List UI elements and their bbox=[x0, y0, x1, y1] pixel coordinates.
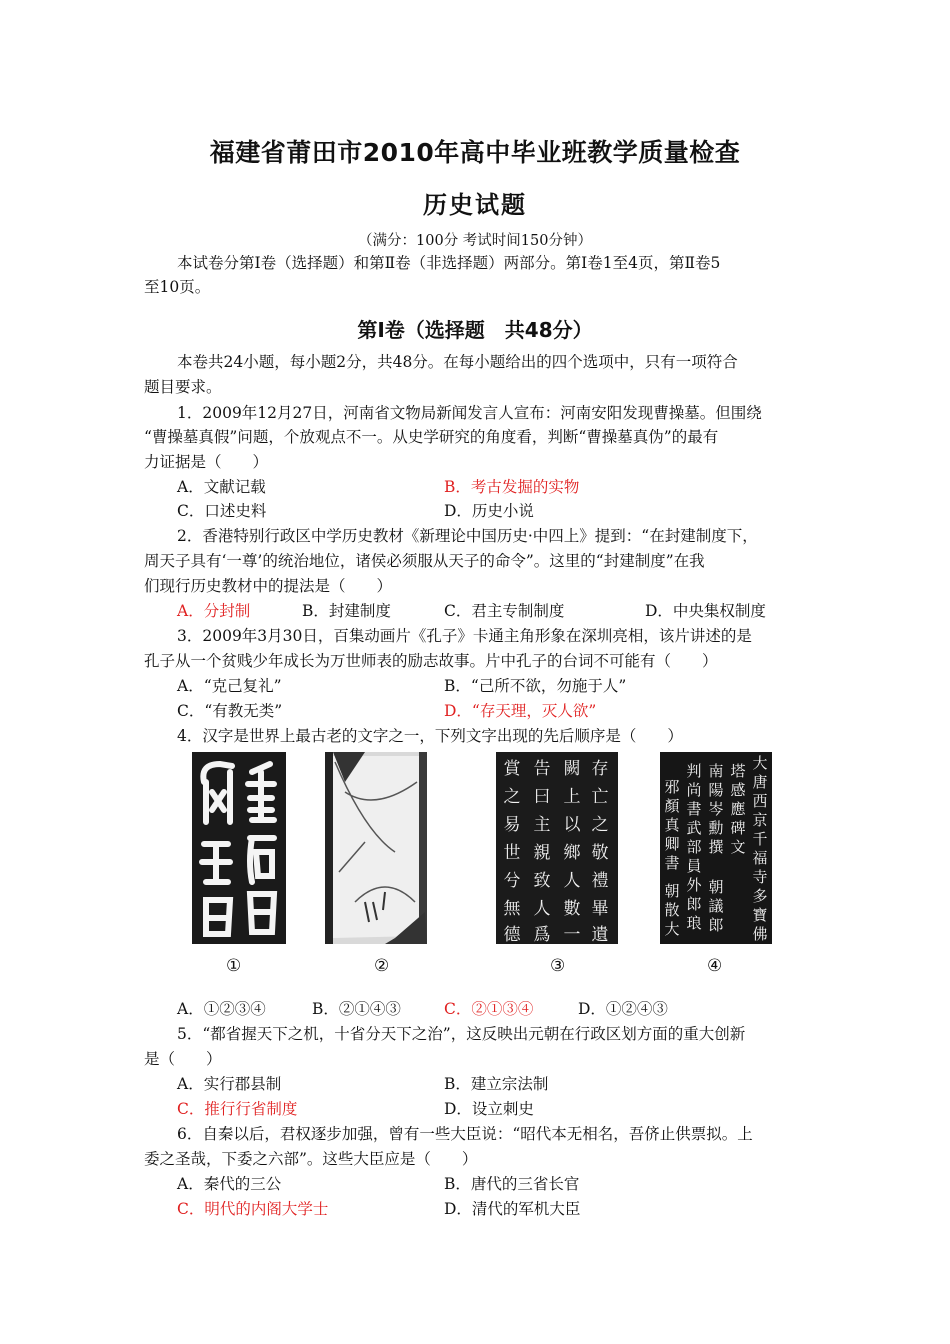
svg-text:爲: 爲 bbox=[533, 925, 551, 944]
q1-option-c: C．口述史料 bbox=[177, 502, 267, 520]
script-image-2 bbox=[325, 752, 427, 944]
q3-option-c: C．“有教无类” bbox=[177, 702, 283, 720]
q5-option-a: A．实行郡县制 bbox=[177, 1075, 282, 1093]
q4-option-a: A．①②③④ bbox=[177, 1000, 266, 1018]
svg-text:致: 致 bbox=[533, 871, 551, 891]
svg-text:亡: 亡 bbox=[591, 787, 609, 807]
q6-option-a: A．秦代的三公 bbox=[177, 1175, 282, 1193]
svg-text:文: 文 bbox=[730, 838, 746, 856]
q4-option-d: D．①②④③ bbox=[578, 1000, 668, 1018]
svg-text:卿: 卿 bbox=[664, 835, 680, 853]
svg-text:曰: 曰 bbox=[533, 787, 551, 807]
svg-text:易: 易 bbox=[503, 815, 521, 835]
svg-text:一: 一 bbox=[563, 925, 581, 944]
svg-text:畢: 畢 bbox=[591, 899, 609, 919]
q1-option-d: D．历史小说 bbox=[444, 502, 534, 520]
q4-option-c: C．②①③④ bbox=[444, 1000, 534, 1018]
q6-option-c: C．明代的内阁大学士 bbox=[177, 1200, 329, 1218]
svg-text:碑: 碑 bbox=[730, 819, 746, 837]
svg-text:郎: 郎 bbox=[686, 895, 702, 913]
svg-text:京: 京 bbox=[752, 811, 768, 829]
svg-text:塔: 塔 bbox=[730, 762, 746, 780]
q3-stem: 3．2009年3月30日，百集动画片《孔子》卡通主角形象在深圳亮相，该片讲述的是 bbox=[177, 627, 752, 645]
section-desc: 本卷共24小题，每小题2分，共48分。在每小题给出的四个选项中，只有一项符合 bbox=[177, 353, 738, 371]
svg-text:大: 大 bbox=[752, 754, 768, 772]
q3-stem: 孔子从一个贫贱少年成长为万世师表的励志故事。片中孔子的台词不可能有（ ） bbox=[144, 652, 718, 670]
svg-text:南: 南 bbox=[708, 762, 724, 780]
q2-stem: 2．香港特别行政区中学历史教材《新理论中国历史·中四上》提到：“在封建制度下， bbox=[177, 527, 758, 545]
svg-text:勳: 勳 bbox=[708, 819, 724, 837]
svg-text:佛: 佛 bbox=[752, 925, 768, 943]
svg-text:人: 人 bbox=[533, 899, 551, 919]
svg-text:人: 人 bbox=[563, 871, 581, 891]
q2-stem: 周天子具有‘一尊’的统治地位，诸侯必须服从天子的命令”。这里的“封建制度”在我 bbox=[144, 552, 705, 570]
q3-option-a: A．“克己复礼” bbox=[177, 677, 282, 695]
svg-text:琅: 琅 bbox=[686, 914, 702, 932]
script-image-3 bbox=[496, 752, 618, 944]
svg-text:賞: 賞 bbox=[503, 759, 521, 779]
intro-text-cont: 至10页。 bbox=[144, 278, 211, 296]
svg-text:之: 之 bbox=[591, 815, 609, 835]
q1-option-b: B．考古发掘的实物 bbox=[444, 478, 580, 496]
svg-text:多: 多 bbox=[752, 887, 768, 905]
svg-text:郎: 郎 bbox=[708, 916, 724, 934]
svg-text:主: 主 bbox=[533, 815, 551, 835]
svg-text:議: 議 bbox=[708, 897, 724, 915]
svg-text:存: 存 bbox=[591, 759, 609, 779]
svg-text:兮: 兮 bbox=[503, 871, 521, 891]
svg-text:福: 福 bbox=[752, 849, 768, 867]
q1-stem: “曹操墓真假”问题，个放观点不一。从史学研究的角度看，判断“曹操墓真伪”的最有 bbox=[144, 428, 719, 446]
svg-text:朝: 朝 bbox=[664, 882, 680, 900]
exam-subject: 历史试题 bbox=[423, 191, 527, 219]
svg-text:感: 感 bbox=[730, 781, 746, 799]
q2-option-c: C．君主专制制度 bbox=[444, 602, 565, 620]
q4-option-b: B．②①④③ bbox=[312, 1000, 401, 1018]
script-image-4 bbox=[660, 752, 772, 944]
svg-text:尚: 尚 bbox=[686, 781, 702, 799]
q5-option-d: D．设立刺史 bbox=[444, 1100, 534, 1118]
q2-option-b: B．封建制度 bbox=[302, 602, 391, 620]
svg-text:員: 員 bbox=[686, 857, 702, 875]
q6-stem: 委之圣哉，下委之六部”。这些大臣应是（ ） bbox=[144, 1150, 478, 1168]
q2-option-d: D．中央集权制度 bbox=[645, 602, 766, 620]
script-image-1 bbox=[192, 752, 286, 944]
svg-text:德: 德 bbox=[503, 925, 521, 944]
intro-text: 本试卷分第Ⅰ卷（选择题）和第Ⅱ卷（非选择题）两部分。第Ⅰ卷1至4页，第Ⅱ卷5 bbox=[177, 254, 721, 272]
image-label-3: ③ bbox=[550, 956, 566, 976]
svg-text:告: 告 bbox=[533, 759, 551, 779]
svg-text:應: 應 bbox=[730, 800, 746, 818]
svg-text:邪: 邪 bbox=[664, 778, 680, 796]
svg-text:真: 真 bbox=[664, 816, 680, 834]
svg-text:岑: 岑 bbox=[708, 800, 724, 818]
svg-text:判: 判 bbox=[686, 762, 702, 780]
svg-text:闕: 闕 bbox=[563, 759, 581, 779]
svg-text:西: 西 bbox=[752, 792, 768, 810]
q5-stem: 是（ ） bbox=[144, 1050, 222, 1068]
q4-stem: 4．汉字是世界上最古老的文字之一，下列文字出现的先后顺序是（ ） bbox=[177, 727, 683, 745]
q6-option-b: B．唐代的三省长官 bbox=[444, 1175, 580, 1193]
svg-text:書: 書 bbox=[686, 800, 702, 818]
svg-text:武: 武 bbox=[686, 819, 702, 837]
section-title: 第Ⅰ卷（选择题 共48分） bbox=[357, 318, 593, 342]
q6-option-d: D．清代的军机大臣 bbox=[444, 1200, 581, 1218]
svg-text:數: 數 bbox=[563, 899, 581, 919]
image-label-1: ① bbox=[226, 956, 242, 976]
svg-text:千: 千 bbox=[752, 830, 768, 848]
svg-text:禮: 禮 bbox=[591, 871, 609, 891]
svg-text:陽: 陽 bbox=[708, 781, 724, 799]
q5-option-b: B．建立宗法制 bbox=[444, 1075, 549, 1093]
svg-text:部: 部 bbox=[686, 838, 702, 856]
svg-text:撰: 撰 bbox=[708, 838, 724, 856]
exam-title: 福建省莆田市2010年高中毕业班教学质量检查 bbox=[209, 138, 741, 167]
q1-stem: 1．2009年12月27日，河南省文物局新闻发言人宣布：河南安阳发现曹操墓。但围绕 bbox=[177, 404, 762, 422]
svg-text:顏: 顏 bbox=[664, 797, 680, 815]
exam-info: （满分：100分 考试时间150分钟） bbox=[358, 233, 592, 249]
q5-option-c: C．推行行省制度 bbox=[177, 1100, 298, 1118]
svg-text:上: 上 bbox=[563, 787, 581, 807]
svg-text:無: 無 bbox=[503, 899, 521, 919]
svg-text:敬: 敬 bbox=[591, 843, 609, 863]
svg-text:之: 之 bbox=[503, 787, 521, 807]
svg-text:鄉: 鄉 bbox=[563, 843, 581, 863]
q3-option-b: B．“己所不欲，勿施于人” bbox=[444, 677, 627, 695]
q2-option-a: A．分封制 bbox=[177, 602, 251, 620]
section-desc-cont: 题目要求。 bbox=[144, 378, 222, 396]
q1-stem: 力证据是（ ） bbox=[144, 453, 269, 471]
svg-text:外: 外 bbox=[686, 876, 702, 894]
svg-text:書: 書 bbox=[664, 854, 680, 872]
svg-text:散: 散 bbox=[664, 901, 680, 919]
svg-text:寶: 寶 bbox=[752, 906, 768, 924]
svg-text:朝: 朝 bbox=[708, 878, 724, 896]
image-label-4: ④ bbox=[707, 956, 723, 976]
svg-text:親: 親 bbox=[533, 843, 551, 863]
svg-text:以: 以 bbox=[563, 815, 581, 835]
svg-text:世: 世 bbox=[503, 843, 521, 863]
image-label-2: ② bbox=[374, 956, 390, 976]
q6-stem: 6．自秦以后，君权逐步加强，曾有一些大臣说：“昭代本无相名，吾侪止供票拟。上 bbox=[177, 1125, 753, 1143]
q2-stem: 们现行历史教材中的提法是（ ） bbox=[144, 577, 393, 595]
svg-text:唐: 唐 bbox=[752, 773, 768, 791]
q1-option-a: A．文献记载 bbox=[177, 478, 266, 496]
q3-option-d: D．“存天理，灭人欲” bbox=[444, 702, 597, 720]
svg-text:大: 大 bbox=[664, 920, 680, 938]
q5-stem: 5．“都省握天下之机，十省分天下之治”，这反映出元朝在行政区划方面的重大创新 bbox=[177, 1025, 746, 1043]
svg-text:寺: 寺 bbox=[752, 868, 768, 886]
svg-text:遺: 遺 bbox=[591, 925, 609, 944]
